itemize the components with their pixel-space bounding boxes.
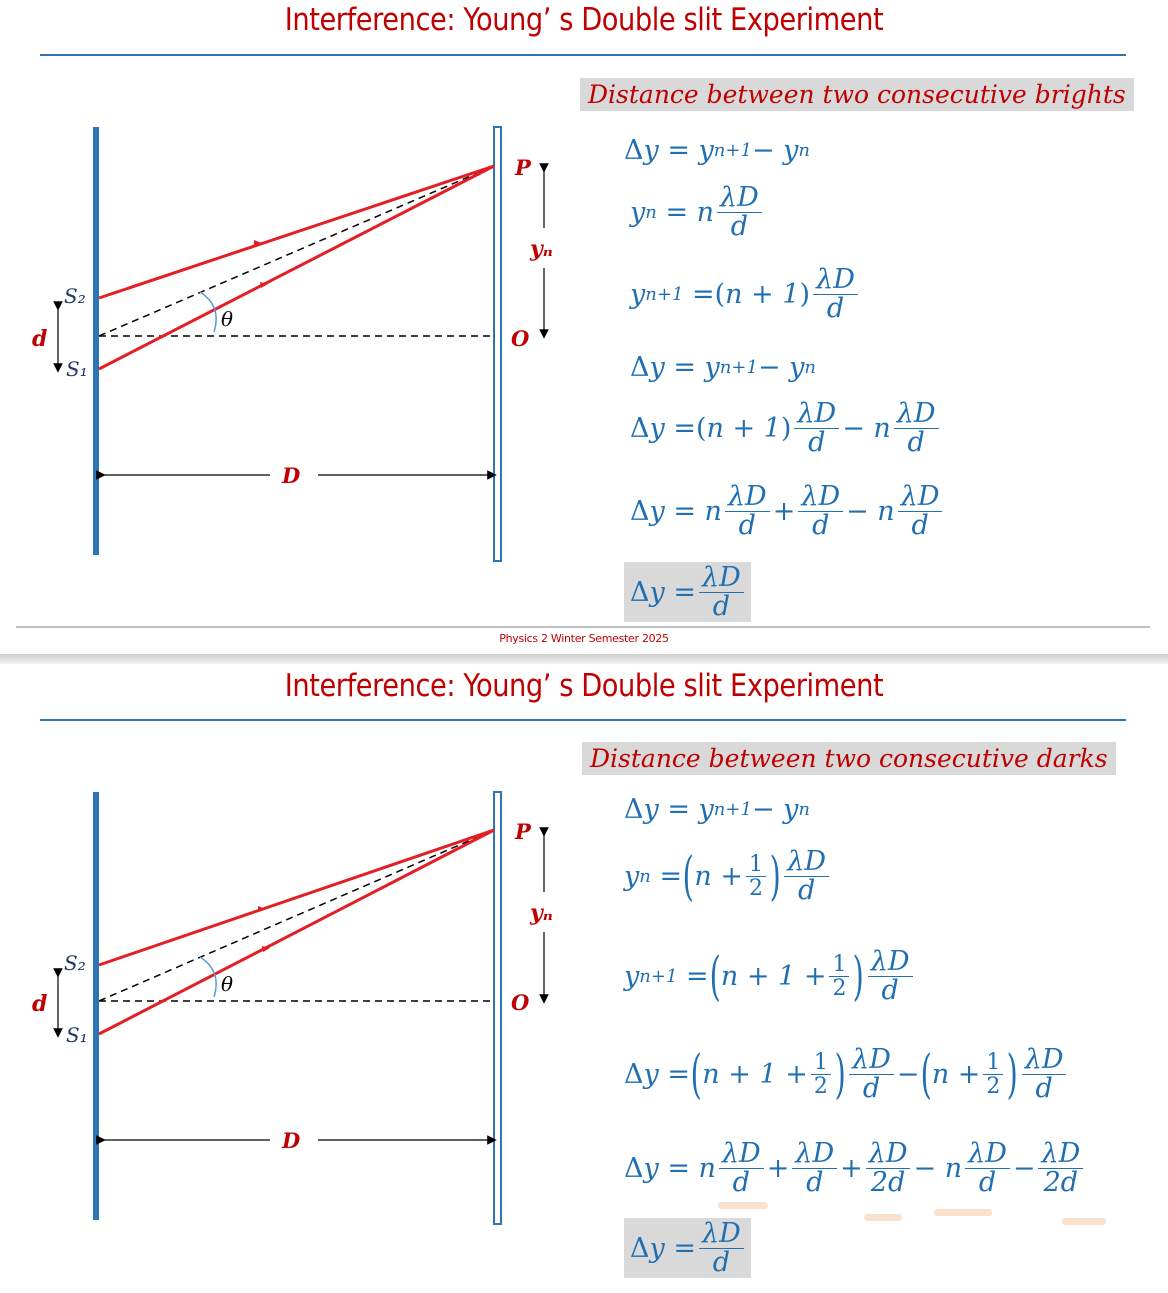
equation-yn1-bright: y n+1 = ( n + 1 ) $\frac{\lambda D}{d}$ [630, 266, 861, 324]
center-ray [99, 830, 494, 1001]
ray-from-s1 [99, 166, 494, 369]
equation-result-bright: Δ y = $\frac{\lambda D}{d}$ [624, 562, 751, 622]
center-ray [99, 166, 494, 336]
double-slit-diagram [0, 774, 580, 1234]
highlight-mark [1062, 1218, 1106, 1225]
label-p: P [515, 155, 531, 180]
label-yn: yₙ [530, 900, 553, 926]
equation-substitution: Δ y = ( n + 1 + $\frac{1}{2}$ ) $\frac{\lambda D}{d}$ − ( n + $\frac{1}{2}$ ) $\frac{\lambda D}{d}$ [624, 1046, 1069, 1104]
slit-barrier [93, 792, 99, 1220]
label-o: O [511, 326, 530, 351]
label-o: O [511, 990, 530, 1015]
ray-from-s2 [99, 166, 494, 298]
title-underline [40, 719, 1126, 721]
screen [494, 127, 501, 561]
highlight-mark [864, 1214, 902, 1221]
section-heading: Distance between two consecutive darks [582, 742, 1116, 775]
ray-from-s1 [99, 830, 494, 1034]
label-s1: S₁ [66, 1023, 88, 1047]
ray-from-s2 [99, 830, 494, 965]
slit-barrier [93, 127, 99, 555]
label-yn: yₙ [530, 236, 553, 262]
label-s2: S₂ [64, 284, 86, 308]
highlight-mark [934, 1209, 992, 1216]
screen [494, 792, 501, 1224]
equation-substitution: Δ y = ( n + 1 ) $\frac{\lambda D}{d}$ − n $\frac{\lambda D}{d}$ [630, 400, 942, 458]
equation-delta-y-definition: Δ y = y n+1 − y n [624, 794, 810, 825]
slide-title: Interference: Young’ s Double slit Experiment [284, 2, 884, 38]
double-slit-diagram [0, 110, 580, 570]
label-d: d [32, 326, 48, 352]
highlight-mark [718, 1202, 768, 1209]
label-s2: S₂ [64, 951, 86, 975]
equation-yn1-dark: y n+1 = ( n + 1 + $\frac{1}{2}$ ) $\frac{\lambda D}{d}$ [624, 948, 916, 1006]
equation-delta-y-definition: Δ y = y n+1 − y n [624, 135, 810, 166]
label-p: P [515, 819, 531, 844]
label-D: D [282, 1128, 301, 1153]
label-d: d [32, 991, 48, 1017]
equation-yn-bright: y n = n $\frac{\lambda D}{d}$ [630, 184, 765, 242]
label-s1: S₁ [66, 357, 88, 381]
equation-result-dark: Δ y = $\frac{\lambda D}{d}$ [624, 1218, 751, 1278]
slide-title: Interference: Young’ s Double slit Experiment [284, 668, 884, 704]
equation-yn-dark: y n = ( n + $\frac{1}{2}$ ) $\frac{\lambda D}{d}$ [624, 848, 832, 906]
slide-separator [0, 654, 1168, 664]
footer-text: Physics 2 Winter Semester 2025 [499, 632, 669, 645]
label-theta: θ [221, 307, 234, 331]
label-D: D [282, 463, 301, 488]
equation-delta-y-difference: Δ y = y n+1 − y n [630, 352, 816, 383]
title-underline [40, 54, 1126, 56]
label-theta: θ [221, 972, 234, 996]
slide-dark-fringes [0, 664, 1168, 1293]
equation-expansion: Δ y = n $\frac{\lambda D}{d}$ + $\frac{\lambda D}{d}$ + $\frac{\lambda D}{2d}$ − n $\frac{\lambda D}{d}$ − $\frac{\lambda D}{2d}$ [624, 1140, 1086, 1198]
section-heading: Distance between two consecutive brights [580, 78, 1134, 111]
equation-expansion: Δ y = n $\frac{\lambda D}{d}$ + $\frac{\lambda D}{d}$ − n $\frac{\lambda D}{d}$ [630, 483, 945, 541]
footer-rule [16, 626, 1150, 628]
